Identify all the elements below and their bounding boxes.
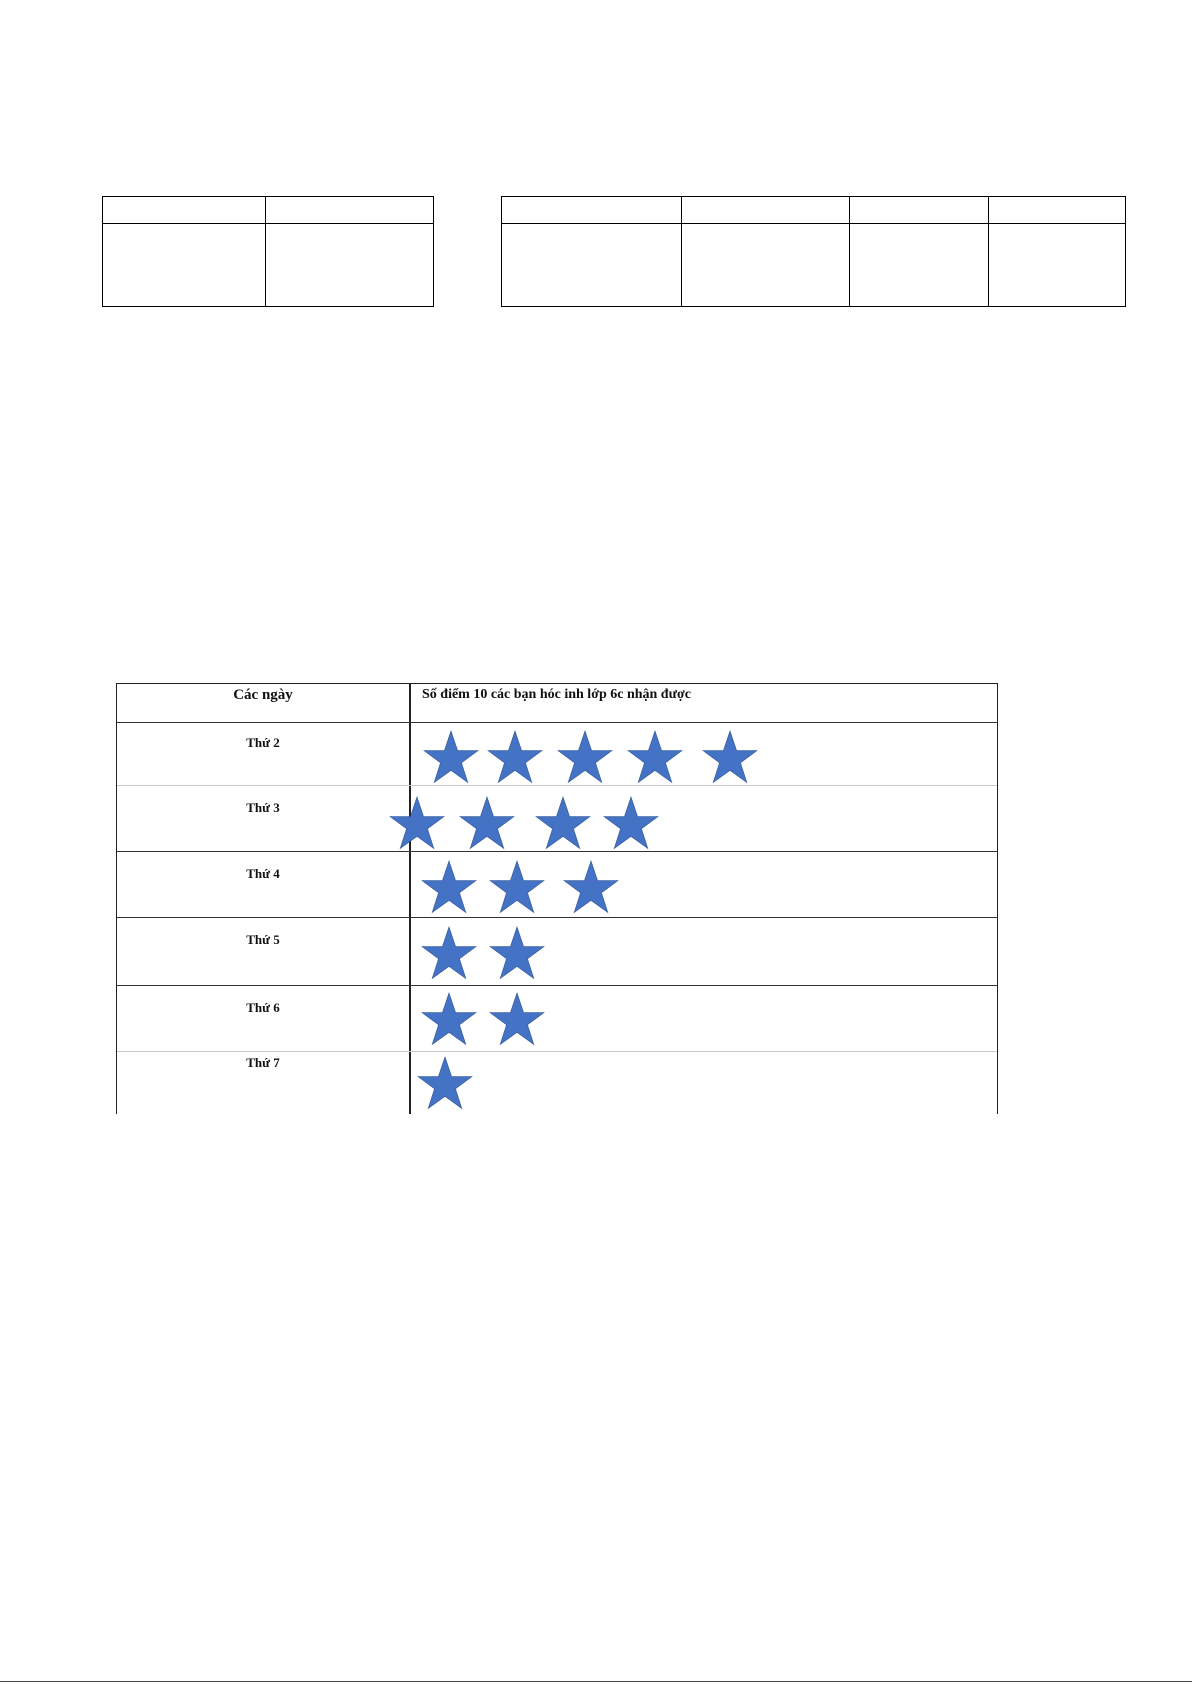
table-cell <box>850 197 989 224</box>
values-column-header: Số điểm 10 các bạn hóc inh lớp 6c nhận được <box>422 687 691 702</box>
day-label: Thứ 6 <box>246 1000 280 1015</box>
table-cell <box>989 224 1126 307</box>
star-icon <box>389 796 445 850</box>
table-cell <box>989 197 1126 224</box>
star-icon <box>489 992 545 1046</box>
star-icon <box>557 730 613 784</box>
star-icon <box>459 796 515 850</box>
pictograph-row-thu-4 <box>117 853 997 918</box>
days-column-header: Các ngày <box>233 687 293 703</box>
pictograph-header-row <box>117 684 997 723</box>
day-label: Thứ 3 <box>246 800 280 815</box>
star-icon <box>489 860 545 914</box>
table-cell <box>266 197 434 224</box>
empty-table-right <box>501 196 1126 307</box>
star-icon <box>702 730 758 784</box>
star-icon <box>603 796 659 850</box>
day-label: Thứ 5 <box>246 932 280 947</box>
pictograph-row-thu-6 <box>117 987 997 1052</box>
day-label: Thứ 2 <box>246 735 280 750</box>
table-header-row <box>502 197 1126 224</box>
table-cell <box>103 197 266 224</box>
star-icon <box>563 860 619 914</box>
star-icon <box>421 860 477 914</box>
page-bottom-rule <box>0 1681 1192 1682</box>
table-cell <box>850 224 989 307</box>
day-label: Thứ 7 <box>246 1055 280 1070</box>
pictograph-row-thu-5 <box>117 919 997 986</box>
table-cell <box>682 197 850 224</box>
table-header-row <box>103 197 434 224</box>
star-icon <box>535 796 591 850</box>
star-icon <box>423 730 479 784</box>
table-cell <box>103 224 266 307</box>
table-row <box>103 224 434 307</box>
star-icon <box>421 992 477 1046</box>
star-icon <box>417 1056 473 1110</box>
star-icon <box>627 730 683 784</box>
table-cell <box>502 197 682 224</box>
table-cell <box>266 224 434 307</box>
day-label: Thứ 4 <box>246 866 280 881</box>
pictograph-row-thu-7 <box>117 1053 997 1114</box>
empty-table-left <box>102 196 434 307</box>
star-icon <box>487 730 543 784</box>
table-cell <box>502 224 682 307</box>
table-cell <box>682 224 850 307</box>
pictograph-table <box>116 683 998 1114</box>
table-row <box>502 224 1126 307</box>
star-icon <box>421 926 477 980</box>
star-icon <box>489 926 545 980</box>
